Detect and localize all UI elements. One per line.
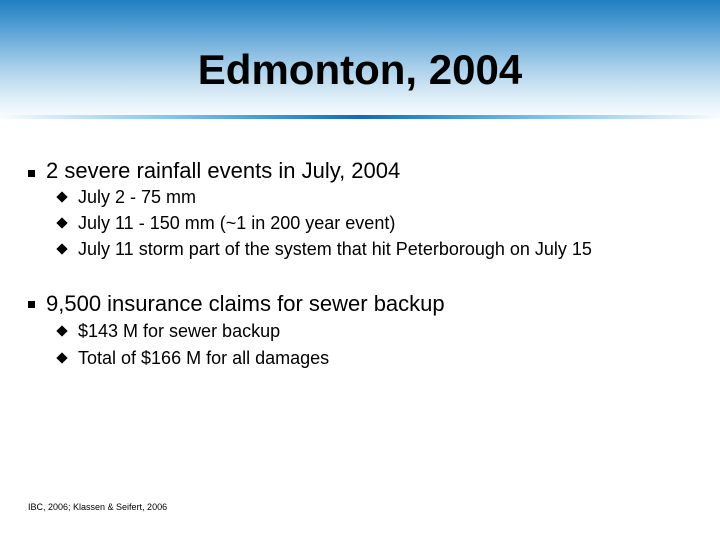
diamond-bullet-icon (56, 217, 67, 228)
diamond-bullet-icon (56, 325, 67, 336)
sub-bullet-text: July 11 storm part of the system that hit Peterborough on July 15 (78, 239, 592, 259)
slide-title: Edmonton, 2004 (197, 46, 523, 93)
source-citation: IBC, 2006; Klassen & Seifert, 2006 (28, 502, 168, 512)
bullet-text: 9,500 insurance claims for sewer backup (46, 291, 445, 316)
title-underline-rule (0, 115, 720, 119)
sub-bullet-text: July 11 - 150 mm (~1 in 200 year event) (78, 213, 396, 233)
diamond-bullet-icon (56, 352, 67, 363)
sub-bullet-text: $143 M for sewer backup (78, 321, 281, 341)
sub-bullet-text: Total of $166 M for all damages (78, 348, 330, 368)
square-bullet-icon (28, 170, 35, 177)
sub-bullet-text: July 2 - 75 mm (78, 187, 197, 207)
diamond-bullet-icon (56, 243, 67, 254)
bullet-text: 2 severe rainfall events in July, 2004 (46, 158, 401, 183)
diamond-bullet-icon (56, 191, 67, 202)
square-bullet-icon (28, 301, 35, 308)
